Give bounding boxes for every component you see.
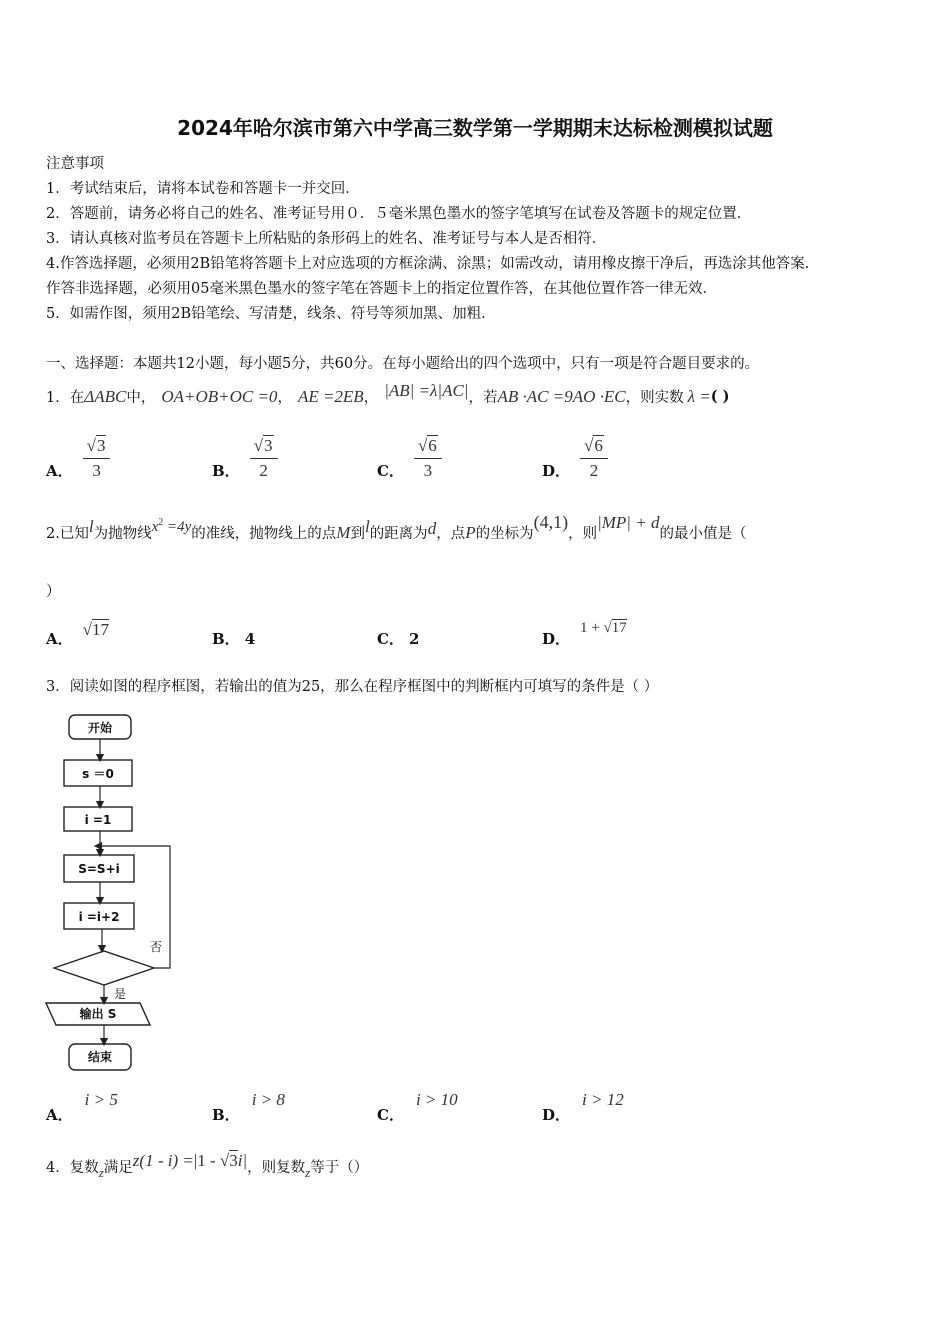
flow-ii2-label: i =i+2 [78, 910, 120, 924]
q2-parabola-exp: 2 [158, 517, 164, 528]
q3-option-d[interactable] [542, 1090, 624, 1125]
q3-option-a[interactable] [46, 1090, 118, 1125]
q1-number: 1．在 [46, 390, 85, 406]
option-numerator: 6 [594, 436, 603, 455]
option-label: A． [46, 462, 73, 480]
q1-ratio-eq: |AB| =λ|AC| [384, 380, 469, 400]
q2-l: l [88, 516, 94, 536]
note-item: 3．请认真核对监考员在答题卡上所粘贴的条形码上的姓名、准考证号与本人是否相符． [46, 231, 607, 247]
q3-option-c[interactable] [377, 1090, 458, 1125]
option-label: A． [46, 630, 73, 648]
q2-close-paren: ） [46, 584, 61, 600]
option-label: C． [377, 462, 404, 480]
q4-eq-abs: |1 - [193, 1150, 220, 1170]
q3-option-b[interactable] [212, 1090, 285, 1125]
q1-text: 中， [126, 390, 156, 406]
option-denominator: 2 [589, 461, 599, 480]
option-label: B． [212, 630, 240, 648]
flow-end-label: 结束 [87, 1050, 113, 1064]
q1-option-a[interactable]: A． $\frac{√3}{3}$ [46, 436, 110, 481]
q2-text: 2.已知 [46, 526, 89, 542]
q2-m: M [336, 522, 351, 542]
q2-p: P [465, 522, 476, 542]
q2-text: 的坐标为 [475, 526, 534, 542]
option-value: 17 [91, 620, 109, 639]
q2-parabola-x: x [151, 519, 159, 535]
notes-heading: 注意事项 [46, 156, 104, 172]
q2-text: 到 [350, 526, 365, 542]
q2-text: ，点 [436, 526, 466, 542]
flow-ssi-label: S=S+i [78, 862, 120, 876]
q2-text: 的距离为 [369, 526, 428, 542]
option-value: i > 5 [84, 1090, 118, 1109]
q1-vector-sum: OA+OB+OC =0 [161, 386, 278, 406]
q1-triangle: ΔABC [84, 386, 127, 406]
q1-option-d[interactable]: D． $\frac{√6}{2}$ [542, 436, 608, 481]
q1-ae-eq: AE =2EB [297, 386, 364, 406]
q4-z: z [305, 1164, 311, 1180]
q2-l: l [364, 516, 370, 536]
option-numerator: 3 [96, 436, 106, 455]
q2-option-a[interactable]: A． √17 [46, 620, 109, 648]
option-label: D． [542, 462, 571, 480]
question-4 [46, 1150, 369, 1180]
flow-decision-diamond [54, 951, 154, 985]
q4-text: ，则复数 [247, 1160, 306, 1176]
q2-option-c[interactable] [377, 628, 419, 649]
flowchart [40, 708, 190, 1078]
q2-text: 的最小值是（ [659, 526, 747, 542]
option-value: i > 12 [582, 1090, 624, 1109]
q2-text: 的准线，抛物线上的点 [191, 526, 337, 542]
option-label: D． [542, 630, 571, 648]
option-label: A． [46, 1106, 73, 1124]
q1-text: ，若 [468, 390, 498, 406]
q4-z: z [98, 1164, 104, 1180]
q2-parabola-rhs: =4y [167, 519, 192, 535]
q2-parabola [152, 517, 192, 536]
flow-output-label: 输出 S [79, 1007, 117, 1021]
section-heading: 一、选择题：本题共12小题，每小题5分，共60分。在每小题给出的四个选项中，只有一项是符合题目要求的。 [46, 356, 760, 372]
flow-s0-label: s ＝0 [82, 767, 114, 781]
q4-eq-abs: i| [237, 1150, 248, 1170]
option-prefix: 1 + [580, 620, 604, 636]
question-3: 3．阅读如图的程序框图，若输出的值为25，那么在程序框图中的判断框内可填写的条件是（ ） [46, 679, 659, 695]
option-label: B． [212, 462, 240, 480]
q2-option-d[interactable]: D． 1 + √17 [542, 620, 627, 648]
q4-text: 等于（） [310, 1160, 369, 1176]
option-denominator: 3 [92, 461, 101, 480]
option-value: 2 [409, 630, 420, 648]
q2-text: ，则 [568, 526, 598, 542]
q4-equation: z(1 - i) =|1 - √3i| [132, 1150, 248, 1170]
q1-dot-eq: AB ·AC =9AO ·EC [497, 386, 626, 406]
q1-option-c[interactable]: C． $\frac{√6}{3}$ [377, 436, 442, 481]
q1-paren: ( ) [710, 388, 730, 405]
note-item: 5．如需作图，须用2B铅笔绘、写清楚，线条、符号等须加黑、加粗． [46, 306, 496, 322]
q2-option-b[interactable] [212, 628, 255, 649]
question-1 [46, 380, 730, 407]
note-item: 2．答题前，请务必将自己的姓名、准考证号用０．５毫米黑色墨水的签字笔填写在试卷及答题卡的规定位置． [46, 206, 752, 222]
flow-i1-label: i =1 [84, 813, 112, 827]
note-item: 作答非选择题，必须用05毫米黑色墨水的签字笔在答题卡上的指定位置作答，在其他位置作答一律无效． [46, 281, 717, 297]
option-label: D． [542, 1106, 571, 1124]
q1-text: ，则实数 [625, 390, 684, 406]
q4-text: 4．复数 [46, 1160, 99, 1176]
option-denominator: 2 [259, 461, 268, 480]
option-value: i > 10 [415, 1090, 458, 1109]
option-value: i > 8 [251, 1090, 285, 1109]
q4-eq-sqrt: 3 [229, 1150, 238, 1170]
q2-text: 为抛物线 [93, 526, 152, 542]
option-numerator: 6 [428, 436, 437, 455]
q2-d: d [427, 518, 437, 538]
flow-no-label: 否 [149, 940, 163, 954]
option-label: C． [377, 630, 404, 648]
option-denominator: 3 [423, 461, 433, 480]
flow-yes-label: 是 [113, 987, 127, 1001]
q2-coord: (4,1) [533, 512, 569, 532]
flow-start-label: 开始 [87, 721, 113, 735]
q1-text: ， [277, 390, 292, 406]
q2-expr: |MP| + d [597, 512, 660, 532]
q1-text: ， [363, 390, 379, 406]
option-label: B． [212, 1106, 240, 1124]
option-label: C． [377, 1106, 404, 1124]
page-title: 2024年哈尔滨市第六中学高三数学第一学期期末达标检测模拟试题 [177, 116, 773, 140]
question-2 [46, 512, 747, 543]
option-numerator: 3 [264, 436, 273, 455]
option-value: 17 [611, 620, 627, 636]
option-value: 4 [244, 630, 256, 648]
q4-eq-lhs: z(1 - i) = [132, 1150, 194, 1170]
note-item: 1．考试结束后，请将本试卷和答题卡一并交回． [46, 181, 360, 197]
note-item: 4.作答选择题，必须用2B铅笔将答题卡上对应选项的方框涂满、涂黑；如需改动，请用橡皮擦干净后，再选涂其他答案． [46, 256, 820, 272]
q1-lambda: λ = [687, 386, 711, 406]
q4-text: 满足 [103, 1160, 133, 1176]
q1-option-b[interactable]: B． $\frac{√3}{2}$ [212, 436, 278, 481]
